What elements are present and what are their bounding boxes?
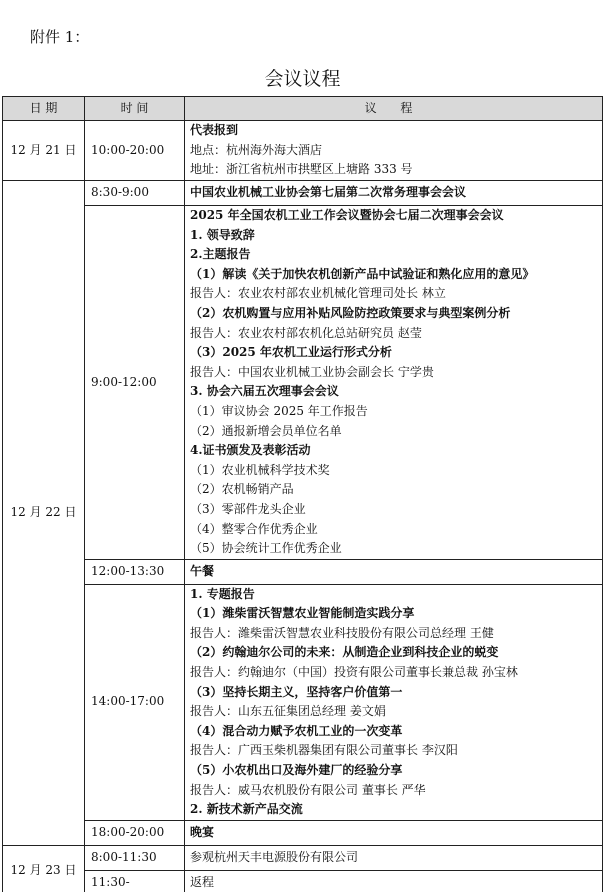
time-cell: 11:30- — [85, 870, 185, 892]
time-cell: 8:30-9:00 — [85, 181, 185, 206]
table-row — [3, 870, 603, 892]
program-line: 报告人：威马农机股份有限公司 董事长 严华 — [190, 782, 426, 797]
program-line: 1. 领导致辞 — [190, 227, 255, 242]
program-cell — [185, 121, 603, 181]
program-cell: 中国农业机械工业协会第七届第二次常务理事会会议 — [185, 181, 603, 206]
program-line: （2）通报新增会员单位名单 — [190, 423, 342, 438]
table-row — [3, 820, 603, 845]
program-line: （1）解读《关于加快农机创新产品中试验证和熟化应用的意见》 — [190, 266, 535, 281]
program-line: （1）农业机械科学技术奖 — [190, 462, 330, 477]
program-line: 报告人：约翰迪尔（中国）投资有限公司董事长兼总裁 孙宝林 — [190, 665, 518, 680]
program-line: （4）整零合作优秀企业 — [190, 521, 318, 536]
program-line: 2.主题报告 — [190, 247, 251, 262]
time-cell: 10:00-20:00 — [85, 121, 185, 181]
table-row — [3, 181, 603, 206]
program-line: （2）约翰迪尔公司的未来：从制造企业到科技企业的蜕变 — [190, 645, 499, 660]
time-cell: 14:00-17:00 — [85, 584, 185, 820]
program-cell — [185, 584, 603, 820]
table-row — [3, 584, 603, 820]
program-line: 报告人：农业农村部农机化总站研究员 赵莹 — [190, 325, 422, 340]
program-line: （3）2025 年农机工业运行形式分析 — [190, 345, 392, 360]
program-line: （5）协会统计工作优秀企业 — [190, 541, 342, 556]
agenda-table — [2, 96, 603, 892]
program-line: 3. 协会六届五次理事会会议 — [190, 384, 339, 399]
program-line: （3）零部件龙头企业 — [190, 501, 306, 516]
time-cell: 9:00-12:00 — [85, 206, 185, 560]
time-cell: 18:00-20:00 — [85, 820, 185, 845]
page-title: 会议议程 — [264, 68, 341, 90]
program-line: 2. 新技术新产品交流 — [190, 802, 303, 817]
program-line: （3）坚持长期主义，坚持客户价值第一 — [190, 684, 403, 699]
time-cell: 12:00-13:30 — [85, 559, 185, 584]
program-line: 2025 年全国农机工业工作会议暨协会七届二次理事会会议 — [190, 208, 504, 222]
time-cell: 8:00-11:30 — [85, 845, 185, 870]
date-cell: 12 月 21 日 — [3, 121, 85, 181]
program-line: 报告人：农业农村部农业机械化管理司处长 林立 — [190, 286, 446, 301]
program-cell: 晚宴 — [185, 820, 603, 845]
program-line: 报告人：中国农业机械工业协会副会长 宁学贵 — [190, 364, 434, 379]
program-cell: 午餐 — [185, 559, 603, 584]
program-line: 代表报到 — [190, 123, 239, 138]
program-line: 1. 专题报告 — [190, 586, 255, 601]
date-cell: 12 月 23 日 — [3, 845, 85, 892]
program-line: 报告人：潍柴雷沃智慧农业科技股份有限公司总经理 王健 — [190, 625, 494, 640]
program-cell: 参观杭州天丰电源股份有限公司 — [185, 845, 603, 870]
program-line: （2）农机购置与应用补贴风险防控政策要求与典型案例分析 — [190, 305, 511, 320]
program-line: 地点：杭州海外海大酒店 — [190, 142, 323, 157]
header-time: 时 间 — [85, 97, 185, 121]
header-row — [3, 97, 603, 121]
program-line: （1）审议协会 2025 年工作报告 — [190, 403, 368, 418]
program-line: 报告人：山东五征集团总经理 姜文娟 — [190, 704, 386, 719]
header-date: 日 期 — [3, 97, 85, 121]
program-cell: 返程 — [185, 870, 603, 892]
table-row — [3, 206, 603, 560]
table-row — [3, 845, 603, 870]
program-line: （5）小农机出口及海外建厂的经验分享 — [190, 763, 403, 778]
program-line: （4）混合动力赋予农机工业的一次变革 — [190, 723, 403, 738]
program-cell — [185, 206, 603, 560]
date-cell: 12 月 22 日 — [3, 181, 85, 846]
program-line: （2）农机畅销产品 — [190, 482, 294, 497]
program-line: 地址：浙江省杭州市拱墅区上塘路 333 号 — [190, 162, 413, 177]
program-line: （1）潍柴雷沃智慧农业智能制造实践分享 — [190, 606, 415, 621]
program-line: 4.证书颁发及表彰活动 — [190, 443, 311, 458]
table-row — [3, 559, 603, 584]
header-program: 议 程 — [185, 97, 603, 121]
attachment-label: 附件 1： — [30, 28, 90, 46]
program-line: 报告人：广西玉柴机器集团有限公司董事长 李汉阳 — [190, 743, 458, 758]
table-row — [3, 121, 603, 181]
